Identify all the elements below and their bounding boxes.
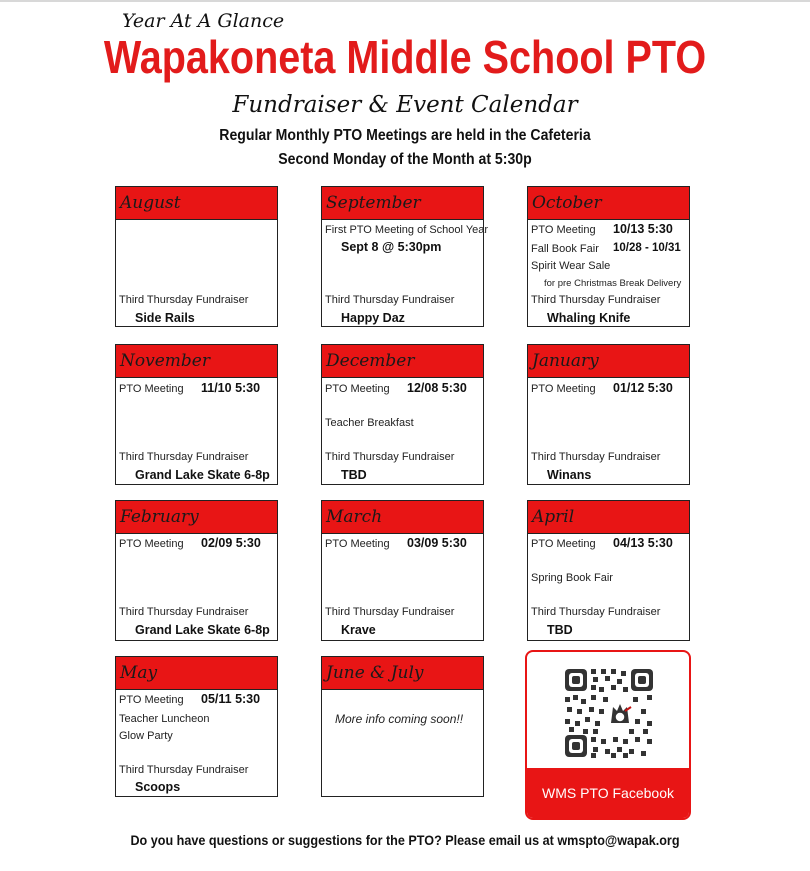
fundraiser-label: Third Thursday Fundraiser — [119, 294, 249, 306]
pto-meeting-date: 02/09 5:30 — [201, 536, 261, 550]
pto-meeting-label: PTO Meeting — [531, 224, 596, 236]
page-subtitle: Fundraiser & Event Calendar — [232, 92, 578, 118]
fundraiser-name: Krave — [341, 623, 376, 637]
page-title: Wapakoneta Middle School PTO — [103, 31, 707, 83]
fundraiser-name: Grand Lake Skate 6-8p — [135, 623, 270, 637]
fundraiser-name: Scoops — [135, 780, 181, 794]
event-label: Spring Book Fair — [531, 572, 613, 584]
pto-meeting-date: 11/10 5:30 — [201, 381, 261, 395]
pto-meeting-date: 04/13 5:30 — [613, 536, 673, 550]
month-card-december — [321, 344, 484, 485]
month-name: November — [120, 351, 210, 371]
fundraiser-name: Grand Lake Skate 6-8p — [135, 468, 270, 482]
pto-meeting-date: 05/11 5:30 — [201, 692, 261, 706]
fundraiser-label: Third Thursday Fundraiser — [531, 294, 661, 306]
pto-meeting-label: PTO Meeting — [531, 538, 596, 550]
fundraiser-name: TBD — [341, 468, 367, 482]
month-name: October — [532, 193, 602, 213]
month-header — [322, 501, 483, 534]
fundraiser-name: Happy Daz — [341, 311, 405, 325]
fundraiser-label: Third Thursday Fundraiser — [325, 294, 455, 306]
meeting-info-line-2: Second Monday of the Month at 5:30p — [278, 151, 532, 168]
book-fair-label: Fall Book Fair — [531, 243, 599, 255]
fundraiser-label: Third Thursday Fundraiser — [531, 606, 661, 618]
facebook-link-label[interactable]: WMS PTO Facebook — [527, 768, 689, 818]
month-header — [322, 345, 483, 378]
pto-meeting-date: 01/12 5:30 — [613, 381, 673, 395]
month-card-april — [527, 500, 690, 641]
fundraiser-label: Third Thursday Fundraiser — [325, 451, 455, 463]
month-card-november — [115, 344, 278, 485]
book-fair-date: 10/28 - 10/31 — [613, 242, 681, 254]
month-name: December — [326, 351, 415, 371]
event-label: Glow Party — [119, 730, 173, 742]
month-card-february — [115, 500, 278, 641]
event-label: Teacher Breakfast — [325, 417, 414, 429]
month-header — [528, 345, 689, 378]
pto-meeting-date: 03/09 5:30 — [407, 536, 467, 550]
month-name: September — [326, 193, 421, 213]
month-name: March — [326, 507, 383, 527]
month-name: August — [120, 193, 181, 213]
pto-meeting-label: PTO Meeting — [325, 538, 390, 550]
month-card-september — [321, 186, 489, 327]
month-card-august — [115, 186, 278, 327]
top-divider — [0, 0, 810, 2]
month-header — [322, 187, 483, 220]
coming-soon-note: More info coming soon!! — [335, 712, 464, 726]
month-name: January — [532, 351, 599, 371]
month-name: June & July — [326, 663, 424, 683]
month-card-june-july — [321, 656, 484, 797]
pto-meeting-label: PTO Meeting — [119, 383, 184, 395]
month-card-may — [115, 656, 278, 797]
fundraiser-name: Side Rails — [135, 311, 195, 325]
month-card-march — [321, 500, 484, 641]
fundraiser-name: Whaling Knife — [547, 311, 631, 325]
fundraiser-label: Third Thursday Fundraiser — [119, 606, 249, 618]
meeting-info-line-1: Regular Monthly PTO Meetings are held in the Cafeteria — [219, 127, 591, 144]
month-header — [116, 187, 277, 220]
fundraiser-label: Third Thursday Fundraiser — [119, 764, 249, 776]
month-header — [528, 501, 689, 534]
fundraiser-name: Winans — [547, 468, 592, 482]
footer-contact-text: Do you have questions or suggestions for the PTO? Please email us at wmspto@wapak.org — [130, 832, 680, 848]
month-header — [116, 345, 277, 378]
month-card-october — [527, 186, 690, 327]
pto-meeting-date: 10/13 5:30 — [613, 222, 673, 236]
month-name: May — [120, 663, 158, 683]
month-card-january — [527, 344, 690, 485]
event-note: First PTO Meeting of School Year — [325, 224, 489, 236]
pto-meeting-date: 12/08 5:30 — [407, 381, 467, 395]
fundraiser-label: Third Thursday Fundraiser — [119, 451, 249, 463]
pto-meeting-label: PTO Meeting — [531, 383, 596, 395]
pto-meeting-label: PTO Meeting — [119, 538, 184, 550]
pto-meeting-label: PTO Meeting — [325, 383, 390, 395]
month-header — [322, 657, 483, 690]
year-at-a-glance-label: Year At A Glance — [122, 10, 285, 32]
fundraiser-name: TBD — [547, 623, 573, 637]
spirit-wear-note: for pre Christmas Break Delivery — [544, 278, 682, 289]
fundraiser-label: Third Thursday Fundraiser — [531, 451, 661, 463]
qr-code-icon[interactable] — [563, 667, 655, 759]
spirit-wear-label: Spirit Wear Sale — [531, 260, 611, 272]
pto-meeting-label: PTO Meeting — [119, 694, 184, 706]
month-name: February — [120, 507, 199, 527]
facebook-qr-card[interactable] — [525, 650, 691, 820]
month-header — [116, 657, 277, 690]
fundraiser-label: Third Thursday Fundraiser — [325, 606, 455, 618]
month-header — [116, 501, 277, 534]
event-date: Sept 8 @ 5:30pm — [341, 240, 442, 254]
month-header — [528, 187, 689, 220]
month-name: April — [532, 507, 575, 527]
event-label: Teacher Luncheon — [119, 713, 210, 725]
